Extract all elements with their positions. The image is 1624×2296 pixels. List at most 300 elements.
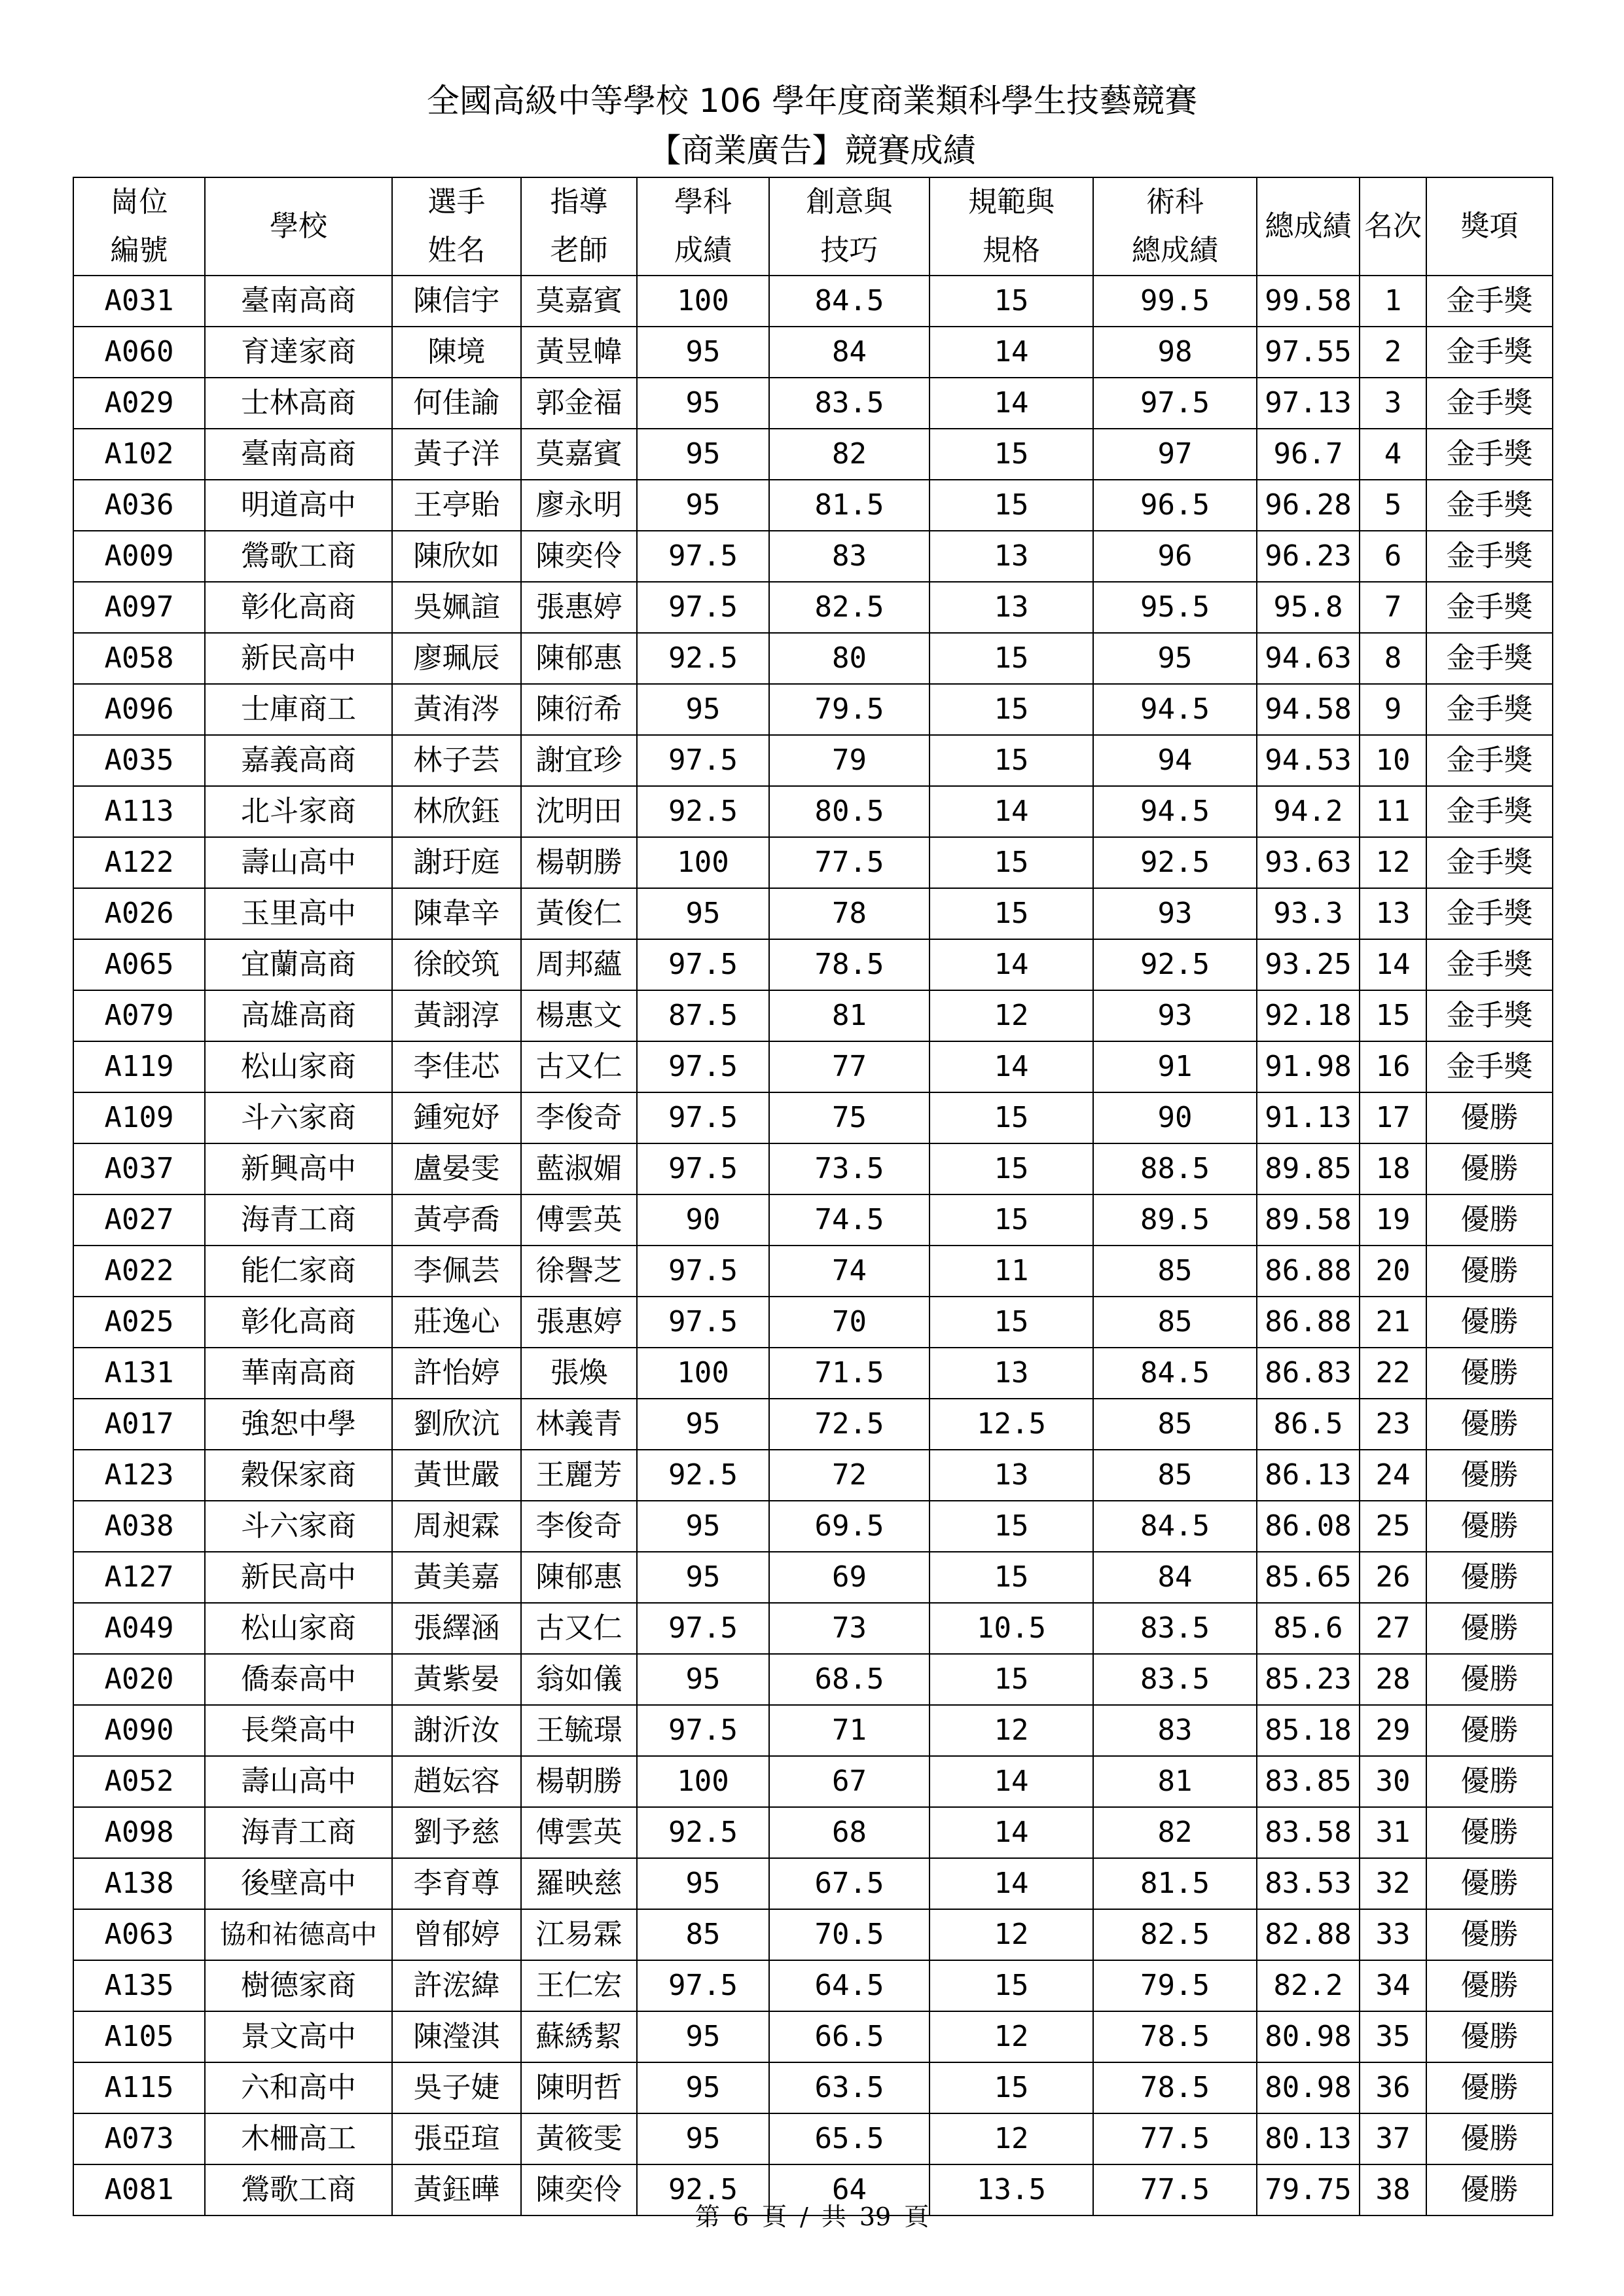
table-header-row <box>73 177 1553 276</box>
practical-total-cell: 77.5 <box>1093 2113 1257 2164</box>
rank-cell: 37 <box>1360 2113 1426 2164</box>
specification-cell: 15 <box>929 1297 1093 1348</box>
specification-cell: 12 <box>929 2011 1093 2062</box>
written-score-cell: 85 <box>637 1909 769 1960</box>
footer-total-pages: 39 <box>859 2202 892 2231</box>
specification-cell: 13 <box>929 531 1093 582</box>
total-score-cell: 86.13 <box>1257 1450 1360 1501</box>
teacher-cell: 莫嘉賓 <box>521 276 637 327</box>
school-cell: 斗六家商 <box>205 1501 392 1552</box>
station-id-cell: A098 <box>73 1807 205 1858</box>
practical-total-cell: 78.5 <box>1093 2011 1257 2062</box>
specification-cell: 15 <box>929 276 1093 327</box>
contestant-cell: 陳境 <box>392 327 521 378</box>
specification-cell: 15 <box>929 480 1093 531</box>
award-cell: 金手獎 <box>1426 1041 1553 1092</box>
total-score-cell: 94.58 <box>1257 684 1360 735</box>
creativity-cell: 78 <box>769 888 929 939</box>
header-written-score <box>637 177 769 276</box>
contestant-cell: 許浤緯 <box>392 1960 521 2011</box>
teacher-cell: 謝宜珍 <box>521 735 637 786</box>
written-score-cell: 92.5 <box>637 1807 769 1858</box>
contestant-cell: 徐皎筑 <box>392 939 521 990</box>
rank-cell: 29 <box>1360 1705 1426 1756</box>
total-score-cell: 97.13 <box>1257 378 1360 429</box>
creativity-cell: 84 <box>769 327 929 378</box>
teacher-cell: 羅映慈 <box>521 1858 637 1909</box>
practical-total-cell: 96 <box>1093 531 1257 582</box>
creativity-cell: 77 <box>769 1041 929 1092</box>
results-table <box>73 177 1553 2216</box>
rank-cell: 36 <box>1360 2062 1426 2113</box>
school-cell: 松山家商 <box>205 1041 392 1092</box>
creativity-cell: 82 <box>769 429 929 480</box>
teacher-cell: 陳衍希 <box>521 684 637 735</box>
practical-total-cell: 85 <box>1093 1450 1257 1501</box>
rank-cell: 22 <box>1360 1348 1426 1399</box>
total-score-cell: 86.88 <box>1257 1246 1360 1297</box>
station-id-cell: A127 <box>73 1552 205 1603</box>
rank-cell: 30 <box>1360 1756 1426 1807</box>
contestant-cell: 黃洧涔 <box>392 684 521 735</box>
creativity-cell: 67 <box>769 1756 929 1807</box>
contestant-cell: 張亞瑄 <box>392 2113 521 2164</box>
award-cell: 優勝 <box>1426 2113 1553 2164</box>
award-cell: 優勝 <box>1426 1501 1553 1552</box>
creativity-cell: 80.5 <box>769 786 929 837</box>
school-cell: 強恕中學 <box>205 1399 392 1450</box>
header-creativity <box>769 177 929 276</box>
station-id-cell: A031 <box>73 276 205 327</box>
award-cell: 優勝 <box>1426 1960 1553 2011</box>
station-id-cell: A009 <box>73 531 205 582</box>
school-cell: 新民高中 <box>205 633 392 684</box>
specification-cell: 13.5 <box>929 2164 1093 2215</box>
contestant-cell: 劉予慈 <box>392 1807 521 1858</box>
award-cell: 優勝 <box>1426 1143 1553 1194</box>
table-row <box>73 2062 1553 2113</box>
total-score-cell: 86.83 <box>1257 1348 1360 1399</box>
teacher-cell: 陳郁惠 <box>521 633 637 684</box>
station-id-cell: A022 <box>73 1246 205 1297</box>
written-score-cell: 95 <box>637 1399 769 1450</box>
written-score-cell: 97.5 <box>637 939 769 990</box>
table-row <box>73 939 1553 990</box>
creativity-cell: 84.5 <box>769 276 929 327</box>
written-score-cell: 95 <box>637 2011 769 2062</box>
award-cell: 優勝 <box>1426 1654 1553 1705</box>
school-cell: 明道高中 <box>205 480 392 531</box>
header-station-id-line: 崗位 <box>110 185 168 219</box>
creativity-cell: 83.5 <box>769 378 929 429</box>
header-specification-line: 規格 <box>983 234 1040 267</box>
written-score-cell: 95 <box>637 480 769 531</box>
teacher-cell: 張惠婷 <box>521 582 637 633</box>
rank-cell: 6 <box>1360 531 1426 582</box>
practical-total-cell: 96.5 <box>1093 480 1257 531</box>
school-cell: 六和高中 <box>205 2062 392 2113</box>
practical-total-cell: 91 <box>1093 1041 1257 1092</box>
table-row <box>73 1552 1553 1603</box>
school-cell: 北斗家商 <box>205 786 392 837</box>
header-practical-total <box>1093 177 1257 276</box>
teacher-cell: 李俊奇 <box>521 1501 637 1552</box>
rank-cell: 20 <box>1360 1246 1426 1297</box>
total-score-cell: 93.3 <box>1257 888 1360 939</box>
contestant-cell: 黃亭喬 <box>392 1194 521 1246</box>
rank-cell: 13 <box>1360 888 1426 939</box>
school-cell: 臺南高商 <box>205 276 392 327</box>
specification-cell: 15 <box>929 1654 1093 1705</box>
table-row <box>73 888 1553 939</box>
teacher-cell: 郭金福 <box>521 378 637 429</box>
rank-cell: 38 <box>1360 2164 1426 2215</box>
specification-cell: 14 <box>929 1858 1093 1909</box>
teacher-cell: 陳明哲 <box>521 2062 637 2113</box>
contestant-cell: 李育尊 <box>392 1858 521 1909</box>
total-score-cell: 95.8 <box>1257 582 1360 633</box>
table-row <box>73 1092 1553 1143</box>
award-cell: 優勝 <box>1426 1194 1553 1246</box>
total-score-cell: 96.7 <box>1257 429 1360 480</box>
teacher-cell: 沈明田 <box>521 786 637 837</box>
total-score-cell: 80.13 <box>1257 2113 1360 2164</box>
award-cell: 優勝 <box>1426 1297 1553 1348</box>
station-id-cell: A109 <box>73 1092 205 1143</box>
practical-total-cell: 98 <box>1093 327 1257 378</box>
header-creativity-line: 創意與 <box>806 185 893 219</box>
station-id-cell: A052 <box>73 1756 205 1807</box>
practical-total-cell: 95 <box>1093 633 1257 684</box>
specification-cell: 14 <box>929 1756 1093 1807</box>
specification-cell: 14 <box>929 327 1093 378</box>
practical-total-cell: 77.5 <box>1093 2164 1257 2215</box>
teacher-cell: 古又仁 <box>521 1041 637 1092</box>
table-row <box>73 2113 1553 2164</box>
creativity-cell: 66.5 <box>769 2011 929 2062</box>
school-cell: 宜蘭高商 <box>205 939 392 990</box>
creativity-cell: 63.5 <box>769 2062 929 2113</box>
award-cell: 金手獎 <box>1426 633 1553 684</box>
written-score-cell: 97.5 <box>637 1960 769 2011</box>
contestant-cell: 黃詡淳 <box>392 990 521 1041</box>
written-score-cell: 95 <box>637 684 769 735</box>
contestant-cell: 盧晏雯 <box>392 1143 521 1194</box>
creativity-cell: 72 <box>769 1450 929 1501</box>
header-creativity-line: 技巧 <box>820 234 878 267</box>
creativity-cell: 81.5 <box>769 480 929 531</box>
creativity-cell: 83 <box>769 531 929 582</box>
practical-total-cell: 81.5 <box>1093 1858 1257 1909</box>
practical-total-cell: 95.5 <box>1093 582 1257 633</box>
award-cell: 金手獎 <box>1426 786 1553 837</box>
footer-total-prefix: 共 <box>821 2202 846 2231</box>
award-cell: 金手獎 <box>1426 429 1553 480</box>
rank-cell: 16 <box>1360 1041 1426 1092</box>
award-cell: 優勝 <box>1426 1552 1553 1603</box>
table-row <box>73 1603 1553 1654</box>
specification-cell: 12 <box>929 1909 1093 1960</box>
creativity-cell: 77.5 <box>769 837 929 888</box>
school-cell: 高雄高商 <box>205 990 392 1041</box>
written-score-cell: 95 <box>637 1654 769 1705</box>
practical-total-cell: 85 <box>1093 1246 1257 1297</box>
written-score-cell: 92.5 <box>637 1450 769 1501</box>
header-total-score <box>1257 177 1360 276</box>
school-cell: 能仁家商 <box>205 1246 392 1297</box>
total-score-cell: 85.65 <box>1257 1552 1360 1603</box>
practical-total-cell: 93 <box>1093 990 1257 1041</box>
teacher-cell: 古又仁 <box>521 1603 637 1654</box>
award-cell: 金手獎 <box>1426 684 1553 735</box>
award-cell: 金手獎 <box>1426 531 1553 582</box>
contestant-cell: 李佩芸 <box>392 1246 521 1297</box>
specification-cell: 15 <box>929 1092 1093 1143</box>
award-cell: 優勝 <box>1426 1858 1553 1909</box>
practical-total-cell: 82.5 <box>1093 1909 1257 1960</box>
total-score-cell: 93.63 <box>1257 837 1360 888</box>
school-cell: 斗六家商 <box>205 1092 392 1143</box>
teacher-cell: 黃筱雯 <box>521 2113 637 2164</box>
table-row <box>73 990 1553 1041</box>
total-score-cell: 94.63 <box>1257 633 1360 684</box>
practical-total-cell: 90 <box>1093 1092 1257 1143</box>
station-id-cell: A065 <box>73 939 205 990</box>
award-cell: 優勝 <box>1426 1705 1553 1756</box>
table-row <box>73 1501 1553 1552</box>
teacher-cell: 傅雲英 <box>521 1194 637 1246</box>
rank-cell: 5 <box>1360 480 1426 531</box>
award-cell: 優勝 <box>1426 1246 1553 1297</box>
station-id-cell: A122 <box>73 837 205 888</box>
total-score-cell: 96.23 <box>1257 531 1360 582</box>
total-score-cell: 86.88 <box>1257 1297 1360 1348</box>
award-cell: 金手獎 <box>1426 378 1553 429</box>
teacher-cell: 江易霖 <box>521 1909 637 1960</box>
total-score-cell: 94.53 <box>1257 735 1360 786</box>
school-cell: 育達家商 <box>205 327 392 378</box>
creativity-cell: 72.5 <box>769 1399 929 1450</box>
written-score-cell: 87.5 <box>637 990 769 1041</box>
table-row <box>73 1909 1553 1960</box>
practical-total-cell: 93 <box>1093 888 1257 939</box>
table-row <box>73 429 1553 480</box>
written-score-cell: 97.5 <box>637 1603 769 1654</box>
contestant-cell: 陳信宇 <box>392 276 521 327</box>
teacher-cell: 王麗芳 <box>521 1450 637 1501</box>
total-score-cell: 83.58 <box>1257 1807 1360 1858</box>
teacher-cell: 楊惠文 <box>521 990 637 1041</box>
header-written-score-line: 學科 <box>674 185 732 219</box>
station-id-cell: A058 <box>73 633 205 684</box>
school-cell: 士林高商 <box>205 378 392 429</box>
teacher-cell: 周邦蘊 <box>521 939 637 990</box>
practical-total-cell: 85 <box>1093 1399 1257 1450</box>
award-cell: 優勝 <box>1426 1399 1553 1450</box>
total-score-cell: 83.85 <box>1257 1756 1360 1807</box>
header-contestant <box>392 177 521 276</box>
footer-page-unit: 頁 <box>761 2202 787 2231</box>
header-school-line: 學校 <box>270 209 327 243</box>
school-cell: 景文高中 <box>205 2011 392 2062</box>
station-id-cell: A135 <box>73 1960 205 2011</box>
written-score-cell: 95 <box>637 1552 769 1603</box>
written-score-cell: 95 <box>637 327 769 378</box>
station-id-cell: A020 <box>73 1654 205 1705</box>
written-score-cell: 92.5 <box>637 633 769 684</box>
creativity-cell: 68 <box>769 1807 929 1858</box>
table-body <box>73 276 1553 2215</box>
practical-total-cell: 89.5 <box>1093 1194 1257 1246</box>
station-id-cell: A025 <box>73 1297 205 1348</box>
contestant-cell: 黃紫晏 <box>392 1654 521 1705</box>
school-cell: 臺南高商 <box>205 429 392 480</box>
school-cell: 彰化高商 <box>205 1297 392 1348</box>
contestant-cell: 林欣鈺 <box>392 786 521 837</box>
total-score-cell: 83.53 <box>1257 1858 1360 1909</box>
specification-cell: 12 <box>929 2113 1093 2164</box>
teacher-cell: 王毓璟 <box>521 1705 637 1756</box>
award-cell: 金手獎 <box>1426 735 1553 786</box>
written-score-cell: 97.5 <box>637 1041 769 1092</box>
teacher-cell: 陳奕伶 <box>521 531 637 582</box>
award-cell: 優勝 <box>1426 1092 1553 1143</box>
station-id-cell: A029 <box>73 378 205 429</box>
total-score-cell: 86.08 <box>1257 1501 1360 1552</box>
rank-cell: 1 <box>1360 276 1426 327</box>
creativity-cell: 73 <box>769 1603 929 1654</box>
total-score-cell: 93.25 <box>1257 939 1360 990</box>
contestant-cell: 莊逸心 <box>392 1297 521 1348</box>
written-score-cell: 97.5 <box>637 582 769 633</box>
contestant-cell: 張繹涵 <box>392 1603 521 1654</box>
practical-total-cell: 83.5 <box>1093 1654 1257 1705</box>
header-total-score-line: 總成績 <box>1265 209 1352 243</box>
station-id-cell: A079 <box>73 990 205 1041</box>
award-cell: 金手獎 <box>1426 990 1553 1041</box>
award-cell: 優勝 <box>1426 2011 1553 2062</box>
header-school <box>205 177 392 276</box>
teacher-cell: 徐譽芝 <box>521 1246 637 1297</box>
rank-cell: 9 <box>1360 684 1426 735</box>
teacher-cell: 廖永明 <box>521 480 637 531</box>
contestant-cell: 林子芸 <box>392 735 521 786</box>
station-id-cell: A038 <box>73 1501 205 1552</box>
header-teacher <box>521 177 637 276</box>
practical-total-cell: 84.5 <box>1093 1501 1257 1552</box>
written-score-cell: 90 <box>637 1194 769 1246</box>
teacher-cell: 林義青 <box>521 1399 637 1450</box>
header-rank-line: 名次 <box>1364 209 1422 243</box>
school-cell: 鶯歌工商 <box>205 2164 392 2215</box>
specification-cell: 14 <box>929 1807 1093 1858</box>
total-score-cell: 94.2 <box>1257 786 1360 837</box>
contestant-cell: 廖珮辰 <box>392 633 521 684</box>
rank-cell: 11 <box>1360 786 1426 837</box>
specification-cell: 13 <box>929 1348 1093 1399</box>
table-row <box>73 684 1553 735</box>
creativity-cell: 71.5 <box>769 1348 929 1399</box>
specification-cell: 15 <box>929 1501 1093 1552</box>
station-id-cell: A123 <box>73 1450 205 1501</box>
contestant-cell: 趙妘容 <box>392 1756 521 1807</box>
teacher-cell: 陳奕伶 <box>521 2164 637 2215</box>
contestant-cell: 黃美嘉 <box>392 1552 521 1603</box>
award-cell: 金手獎 <box>1426 276 1553 327</box>
table-row <box>73 1348 1553 1399</box>
school-cell: 玉里高中 <box>205 888 392 939</box>
table-row <box>73 327 1553 378</box>
school-cell: 協和祐德高中 <box>205 1909 392 1960</box>
total-score-cell: 82.2 <box>1257 1960 1360 2011</box>
creativity-cell: 80 <box>769 633 929 684</box>
award-cell: 優勝 <box>1426 2164 1553 2215</box>
table-row <box>73 582 1553 633</box>
specification-cell: 15 <box>929 888 1093 939</box>
school-cell: 彰化高商 <box>205 582 392 633</box>
station-id-cell: A063 <box>73 1909 205 1960</box>
header-rank <box>1360 177 1426 276</box>
table-row <box>73 378 1553 429</box>
practical-total-cell: 92.5 <box>1093 939 1257 990</box>
award-cell: 金手獎 <box>1426 582 1553 633</box>
creativity-cell: 81 <box>769 990 929 1041</box>
rank-cell: 3 <box>1360 378 1426 429</box>
total-score-cell: 97.55 <box>1257 327 1360 378</box>
specification-cell: 14 <box>929 378 1093 429</box>
teacher-cell: 王仁宏 <box>521 1960 637 2011</box>
station-id-cell: A027 <box>73 1194 205 1246</box>
school-cell: 松山家商 <box>205 1603 392 1654</box>
table-row <box>73 1705 1553 1756</box>
rank-cell: 28 <box>1360 1654 1426 1705</box>
award-cell: 優勝 <box>1426 1756 1553 1807</box>
written-score-cell: 97.5 <box>637 1092 769 1143</box>
creativity-cell: 71 <box>769 1705 929 1756</box>
written-score-cell: 95 <box>637 1858 769 1909</box>
written-score-cell: 100 <box>637 276 769 327</box>
table-row <box>73 2011 1553 2062</box>
station-id-cell: A037 <box>73 1143 205 1194</box>
contestant-cell: 許怡婷 <box>392 1348 521 1399</box>
station-id-cell: A049 <box>73 1603 205 1654</box>
written-score-cell: 100 <box>637 837 769 888</box>
header-award-line: 獎項 <box>1460 209 1519 243</box>
creativity-cell: 79 <box>769 735 929 786</box>
specification-cell: 12 <box>929 990 1093 1041</box>
school-cell: 海青工商 <box>205 1807 392 1858</box>
page-footer <box>0 2200 1624 2233</box>
teacher-cell: 張惠婷 <box>521 1297 637 1348</box>
header-teacher-line: 指導 <box>550 185 608 219</box>
written-score-cell: 100 <box>637 1348 769 1399</box>
practical-total-cell: 94.5 <box>1093 684 1257 735</box>
teacher-cell: 黃昱幃 <box>521 327 637 378</box>
contestant-cell: 李佳芯 <box>392 1041 521 1092</box>
total-score-cell: 80.98 <box>1257 2062 1360 2113</box>
written-score-cell: 97.5 <box>637 531 769 582</box>
specification-cell: 10.5 <box>929 1603 1093 1654</box>
table-row <box>73 531 1553 582</box>
specification-cell: 15 <box>929 1960 1093 2011</box>
header-teacher-line: 老師 <box>550 234 608 267</box>
creativity-cell: 67.5 <box>769 1858 929 1909</box>
footer-total-unit: 頁 <box>904 2202 929 2231</box>
table-row <box>73 1194 1553 1246</box>
contestant-cell: 劉欣沆 <box>392 1399 521 1450</box>
rank-cell: 34 <box>1360 1960 1426 2011</box>
station-id-cell: A081 <box>73 2164 205 2215</box>
